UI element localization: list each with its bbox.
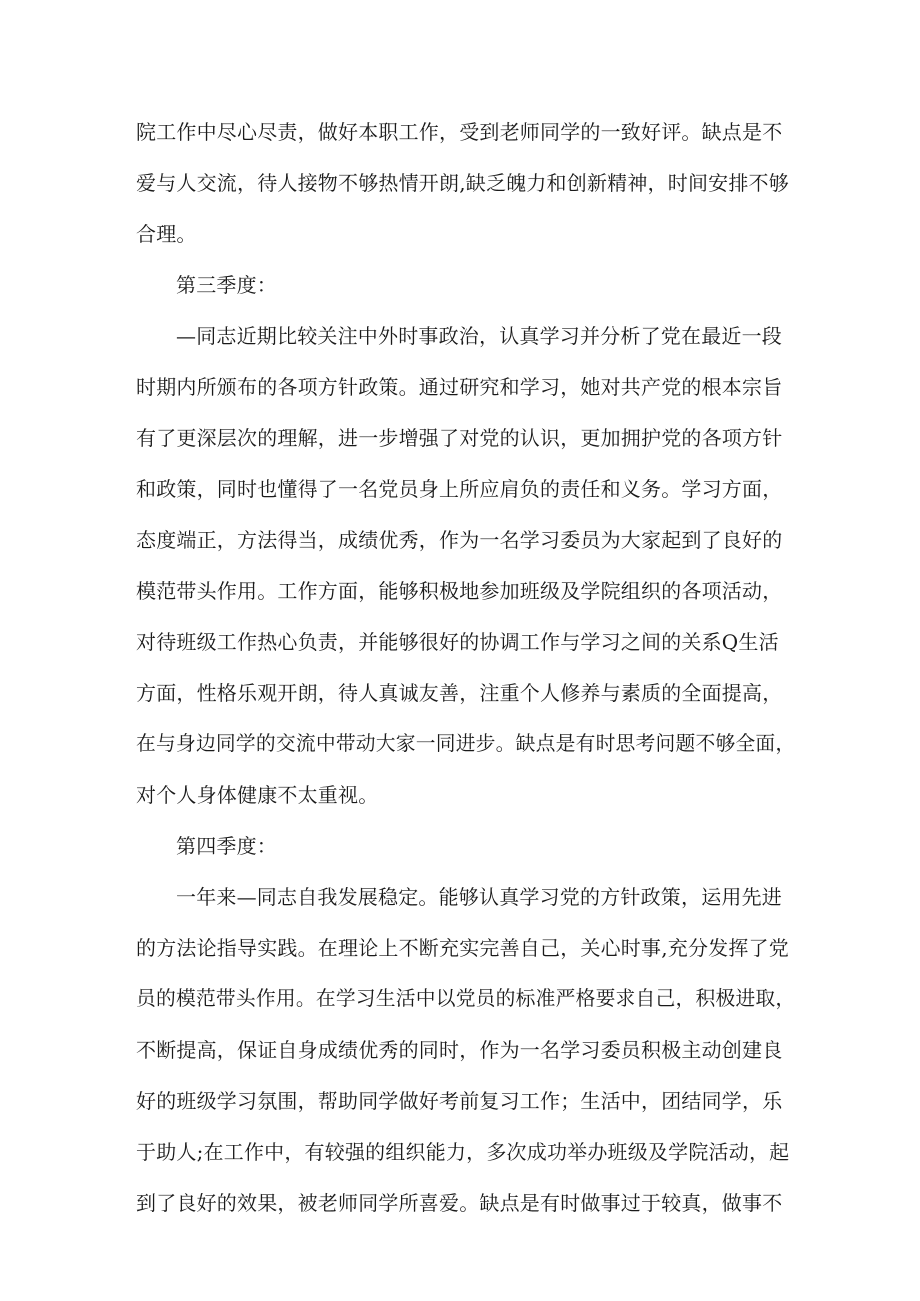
paragraph-line: 在与身边同学的交流中带动大家一同进步。缺点是有时思考问题不够全面， [136, 732, 796, 755]
paragraph-line: 对个人身体健康不太重视。 [136, 783, 379, 807]
paragraph-line: 的方法论指导实践。在理论上不断充实完善自己，关心时事,充分发挥了党 [136, 936, 789, 960]
paragraph-line: 和政策，同时也懂得了一名党员身上所应肩负的责任和义务。学习方面， [136, 477, 783, 501]
paragraph-line: 一年来—同志自我发展稳定。能够认真学习党的方针政策，运用先进 [176, 885, 782, 909]
paragraph-line: 院工作中尽心尽责，做好本职工作，受到老师同学的一致好评。缺点是不 [136, 120, 783, 144]
section-heading-q4: 第四季度： [176, 834, 277, 858]
paragraph-line: 态度端正，方法得当，成绩优秀，作为一名学习委员为大家起到了良好的 [136, 528, 783, 552]
paragraph-line: 爱与人交流，待人接物不够热情开朗,缺乏魄力和创新精神，时间安排不够 [136, 171, 789, 195]
paragraph-line: 方面，性格乐观开朗，待人真诚友善，注重个人修养与素质的全面提高， [136, 681, 783, 705]
paragraph-line: 好的班级学习氛围，帮助同学做好考前复习工作；生活中，团结同学，乐 [136, 1089, 783, 1113]
paragraph-line: 对待班级工作热心负责，并能够很好的协调工作与学习之间的关系Q生活 [136, 630, 779, 654]
paragraph-line: —同志近期比较关注中外时事政治，认真学习并分析了党在最近一段 [176, 324, 782, 348]
paragraph-line: 合理。 [136, 222, 197, 246]
paragraph-line: 到了良好的效果，被老师同学所喜爱。缺点是有时做事过于较真，做事不 [136, 1191, 783, 1215]
paragraph-line: 有了更深层次的理解，进一步增强了对党的认识，更加拥护党的各项方针 [136, 426, 783, 450]
paragraph-line: 时期内所颁布的各项方针政策。通过研究和学习，她对共产党的根本宗旨 [136, 375, 783, 399]
section-heading-q3: 第三季度： [176, 273, 277, 297]
paragraph-line: 不断提高，保证自身成绩优秀的同时，作为一名学习委员积极主动创建良 [136, 1038, 783, 1062]
paragraph-line: 模范带头作用。工作方面，能够积极地参加班级及学院组织的各项活动， [136, 579, 783, 603]
paragraph-line: 于助人;在工作中，有较强的组织能力，多次成功举办班级及学院活动，起 [136, 1140, 790, 1164]
paragraph-line: 员的模范带头作用。在学习生活中以党员的标准严格要求自己，积极进取， [136, 987, 796, 1010]
